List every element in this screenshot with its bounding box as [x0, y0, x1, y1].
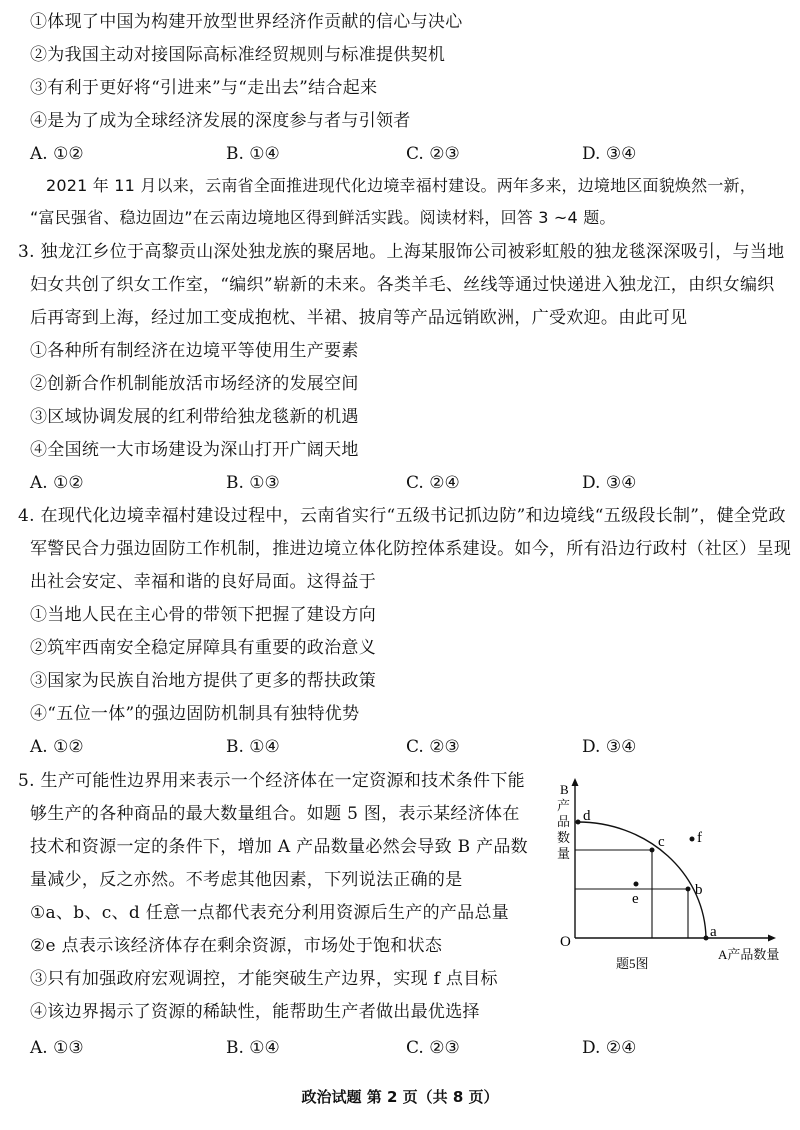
label-e: e: [632, 891, 639, 907]
q4-statement-1: ①当地人民在主心骨的带领下把握了建设方向: [30, 605, 376, 625]
q4-stem-3: 出社会安定、幸福和谐的良好局面。这得益于: [30, 572, 376, 592]
q5-statement-3: ③只有加强政府宏观调控，才能突破生产边界，实现 f 点目标: [30, 969, 498, 989]
q3-statement-1: ①各种所有制经济在边境平等使用生产要素: [30, 341, 359, 361]
q5-ppf-figure: [540, 770, 800, 985]
y-label-5: 量: [557, 846, 571, 861]
q5-option-a: A. ①③: [30, 1038, 84, 1058]
label-d: d: [583, 808, 591, 824]
q5-stem-1: 5. 生产可能性边界用来表示一个经济体在一定资源和技术条件下能: [18, 771, 525, 791]
point-e: [634, 882, 639, 887]
label-a: a: [710, 924, 717, 940]
q5-statement-4: ④该边界揭示了资源的稀缺性，能帮助生产者做出最优选择: [30, 1002, 480, 1022]
q3-stem-3: 后再寄到上海，经过加工变成抱枕、半裙、披肩等产品远销欧洲，广受欢迎。由此可见: [30, 308, 688, 328]
intro-line-1: 2021 年 11 月以来，云南省全面推进现代化边境幸福村建设。两年多来，边境地区面貌焕然一新，: [46, 176, 756, 195]
point-d: [576, 820, 581, 825]
q3-option-c: C. ②④: [406, 473, 460, 493]
q4-statement-3: ③国家为民族自治地方提供了更多的帮扶政策: [30, 671, 376, 691]
q5-option-c: C. ②③: [406, 1038, 460, 1058]
label-c: c: [658, 834, 665, 850]
q4-option-a: A. ①②: [30, 737, 84, 757]
q4-option-c: C. ②③: [406, 737, 460, 757]
q2-statement-2: ②为我国主动对接国际高标准经贸规则与标准提供契机: [30, 45, 446, 65]
page-footer: 政治试题 第 2 页（共 8 页）: [301, 1088, 499, 1106]
label-f: f: [697, 830, 702, 846]
q5-statement-2: ②e 点表示该经济体存在剩余资源，市场处于饱和状态: [30, 936, 443, 956]
q2-statement-4: ④是为了成为全球经济发展的深度参与者与引领者: [30, 111, 411, 131]
q4-option-b: B. ①④: [226, 737, 280, 757]
y-label-3: 品: [557, 814, 571, 829]
intro-line-2: “富民强省、稳边固边”在云南边境地区得到鲜活实践。阅读材料，回答 3 ~4 题。: [30, 208, 616, 227]
q3-option-a: A. ①②: [30, 473, 84, 493]
q2-option-b: B. ①④: [226, 144, 280, 164]
q5-option-d: D. ②④: [582, 1038, 637, 1058]
x-axis-label: A产品数量: [718, 947, 780, 962]
point-f: [690, 837, 695, 842]
q2-statement-3: ③有利于更好将“引进来”与“走出去”结合起来: [30, 78, 378, 98]
y-axis-arrow: [572, 778, 579, 786]
point-c: [650, 848, 655, 853]
x-axis-arrow: [768, 935, 776, 942]
q2-option-a: A. ①②: [30, 144, 84, 164]
q5-statement-1: ①a、b、c、d 任意一点都代表充分利用资源后生产的产品总量: [30, 903, 510, 923]
label-b: b: [695, 882, 703, 898]
q4-statement-4: ④“五位一体”的强边固防机制具有独特优势: [30, 704, 360, 724]
y-label-2: 产: [557, 798, 571, 813]
ppf-curve: [578, 822, 706, 938]
q5-option-b: B. ①④: [226, 1038, 280, 1058]
y-label-4: 数: [557, 830, 571, 845]
q3-statement-3: ③区域协调发展的红利带给独龙毯新的机遇: [30, 407, 359, 427]
q5-stem-3: 技术和资源一定的条件下，增加 A 产品数量必然会导致 B 产品数: [30, 837, 528, 857]
q3-statement-2: ②创新合作机制能放活市场经济的发展空间: [30, 374, 359, 394]
origin-label: O: [560, 934, 571, 950]
q3-statement-4: ④全国统一大市场建设为深山打开广阔天地: [30, 440, 359, 460]
q3-option-d: D. ③④: [582, 473, 637, 493]
q4-stem-1: 4. 在现代化边境幸福村建设过程中，云南省实行“五级书记抓边防”和边境线“五级段长制”，健全党政: [18, 506, 786, 526]
q4-stem-2: 军警民合力强边固防工作机制，推进边境立体化防控体系建设。如今，所有沿边行政村（社区）呈现: [30, 539, 792, 559]
q4-statement-2: ②筑牢西南安全稳定屏障具有重要的政治意义: [30, 638, 376, 658]
q5-stem-4: 量减少，反之亦然。不考虑其他因素，下列说法正确的是: [30, 870, 463, 890]
point-a: [704, 936, 709, 941]
q2-option-d: D. ③④: [582, 144, 637, 164]
q2-option-c: C. ②③: [406, 144, 460, 164]
q3-stem-1: 3. 独龙江乡位于高黎贡山深处独龙族的聚居地。上海某服饰公司被彩虹般的独龙毯深深吸引，与当地: [18, 242, 785, 262]
q5-stem-2: 够生产的各种商品的最大数量组合。如题 5 图，表示某经济体在: [30, 804, 520, 824]
q3-option-b: B. ①③: [226, 473, 280, 493]
y-label-1: B: [560, 782, 569, 797]
figure-caption: 题5图: [616, 956, 649, 971]
q4-option-d: D. ③④: [582, 737, 637, 757]
q3-stem-2: 妇女共创了织女工作室，“编织”崭新的未来。各类羊毛、丝线等通过快递进入独龙江，由织女编织: [30, 275, 775, 295]
point-b: [686, 887, 691, 892]
q2-statement-1: ①体现了中国为构建开放型世界经济作贡献的信心与决心: [30, 12, 463, 32]
